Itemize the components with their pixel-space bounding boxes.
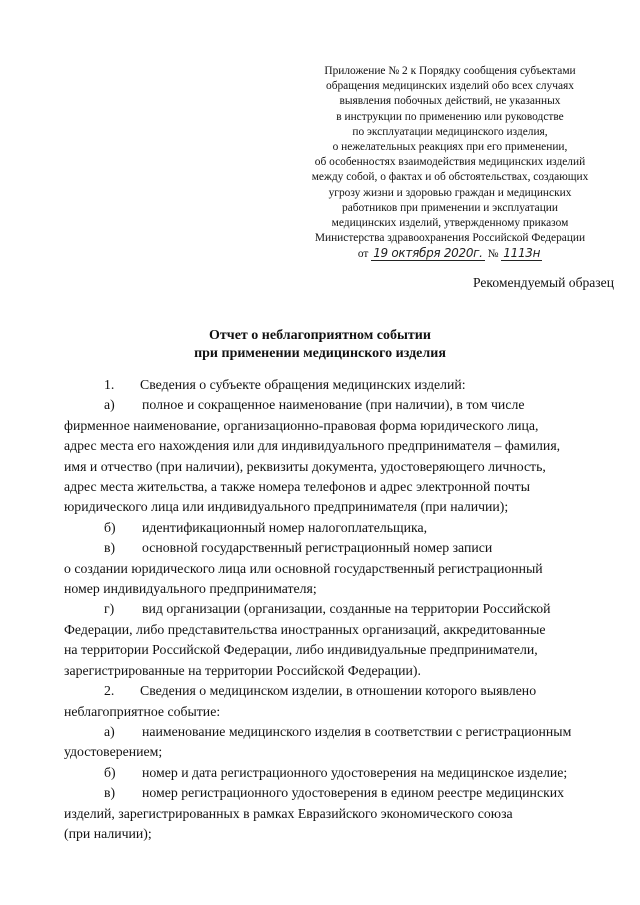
text-line: имя и отчество (при наличии), реквизиты документа, удостоверяющего личность, xyxy=(64,458,546,474)
recommended-sample-label: Рекомендуемый образец xyxy=(473,275,614,290)
item-label: б) xyxy=(104,519,116,535)
section-2-item-v xyxy=(64,783,611,844)
text-line: изделий, зарегистрированных в рамках Евразийского экономического союза xyxy=(64,805,513,821)
item-label: в) xyxy=(104,785,116,801)
text-line: идентификационный номер налогоплательщика, xyxy=(142,519,428,535)
appendix-line: между собой, о фактах и об обстоятельствах, создающих xyxy=(311,171,589,184)
text-line: Федерации, либо представительства иностранных организаций, аккредитованные xyxy=(64,621,546,637)
section-2-item-b xyxy=(64,763,611,783)
text-line: наименование медицинского изделия в соответствии с регистрационным xyxy=(142,723,572,739)
text-line: адрес места его нахождения или для индивидуального предпринимателя – фамилия, xyxy=(64,438,561,454)
appendix-line: медицинских изделий, утвержденному приказом xyxy=(331,217,569,230)
text-line: фирменное наименование, организационно-правовая форма юридического лица, xyxy=(64,417,539,433)
item-label: в) xyxy=(104,540,116,556)
appendix-line: работников при применении и эксплуатации xyxy=(342,201,558,214)
text-line: вид организации (организации, созданные на территории Российской xyxy=(142,601,551,617)
number-label: № xyxy=(487,248,499,261)
section-1-item-b xyxy=(64,518,611,538)
text-line: юридического лица или индивидуального предпринимателя (при наличии); xyxy=(64,499,509,515)
item-label: 1. xyxy=(104,377,115,392)
section-1-item-v xyxy=(64,538,611,599)
text-line: номер регистрационного удостоверения в едином реестре медицинских xyxy=(142,785,565,801)
text-line: удостоверением; xyxy=(64,744,163,760)
text-line: (при наличии); xyxy=(64,825,152,841)
section-1-heading xyxy=(64,375,611,395)
handwritten-number: 1113н xyxy=(503,246,541,261)
item-label: а) xyxy=(104,397,115,413)
title-line-1: Отчет о неблагоприятном событии xyxy=(209,328,431,343)
text-line: на территории Российской Федерации, либо индивидуальные предприниматели, xyxy=(64,642,538,658)
section-2-heading xyxy=(64,681,611,722)
item-label: 2. xyxy=(104,683,115,699)
section-1-item-a xyxy=(64,395,611,517)
text-line: Сведения о субъекте обращения медицинских изделий: xyxy=(140,377,466,392)
appendix-line: обращения медицинских изделий обо всех случаях xyxy=(326,80,574,93)
text-line: о создании юридического лица или основной государственный регистрационный xyxy=(64,560,543,576)
title-line-2: при применении медицинского изделия xyxy=(194,346,446,361)
appendix-line: Приложение № 2 к Порядку сообщения субъектами xyxy=(324,65,576,77)
text-line: Сведения о медицинском изделии, в отношении которого выявлено xyxy=(140,683,537,699)
appendix-line: Министерства здравоохранения Российской Федерации xyxy=(314,232,586,245)
text-line: полное и сокращенное наименование (при наличии), в том числе xyxy=(142,397,525,413)
appendix-header xyxy=(270,64,630,263)
handwritten-date: 19 октября 2020г. xyxy=(373,246,483,261)
section-2-item-a xyxy=(64,722,611,763)
order-date-line xyxy=(270,246,630,262)
text-line: адрес места жительства, а также номера телефонов и адрес электронной почты xyxy=(64,479,530,495)
from-label: от xyxy=(357,248,369,261)
text-line: номер и дата регистрационного удостоверения на медицинское изделие; xyxy=(142,764,568,780)
appendix-line: по эксплуатации медицинского изделия, xyxy=(352,125,548,138)
item-label: а) xyxy=(104,723,115,739)
section-1-item-g xyxy=(64,599,611,681)
appendix-line: угрозу жизни и здоровью граждан и медицинских xyxy=(328,186,572,199)
text-line: номер индивидуального предпринимателя; xyxy=(64,581,317,597)
item-label: б) xyxy=(104,764,116,780)
item-label: г) xyxy=(104,601,115,617)
appendix-line: об особенностях взаимодействия медицинских изделий xyxy=(314,156,586,169)
appendix-line: в инструкции по применению или руководстве xyxy=(336,110,564,123)
text-line: основной государственный регистрационный номер записи xyxy=(142,540,493,556)
document-body xyxy=(64,375,611,844)
appendix-line: о нежелательных реакциях при его применении, xyxy=(332,141,568,154)
document-title xyxy=(0,327,640,363)
appendix-line: выявления побочных действий, не указанных xyxy=(339,95,561,108)
text-line: неблагоприятное событие: xyxy=(64,703,221,719)
text-line: зарегистрированные на территории Российской Федерации). xyxy=(64,662,421,678)
